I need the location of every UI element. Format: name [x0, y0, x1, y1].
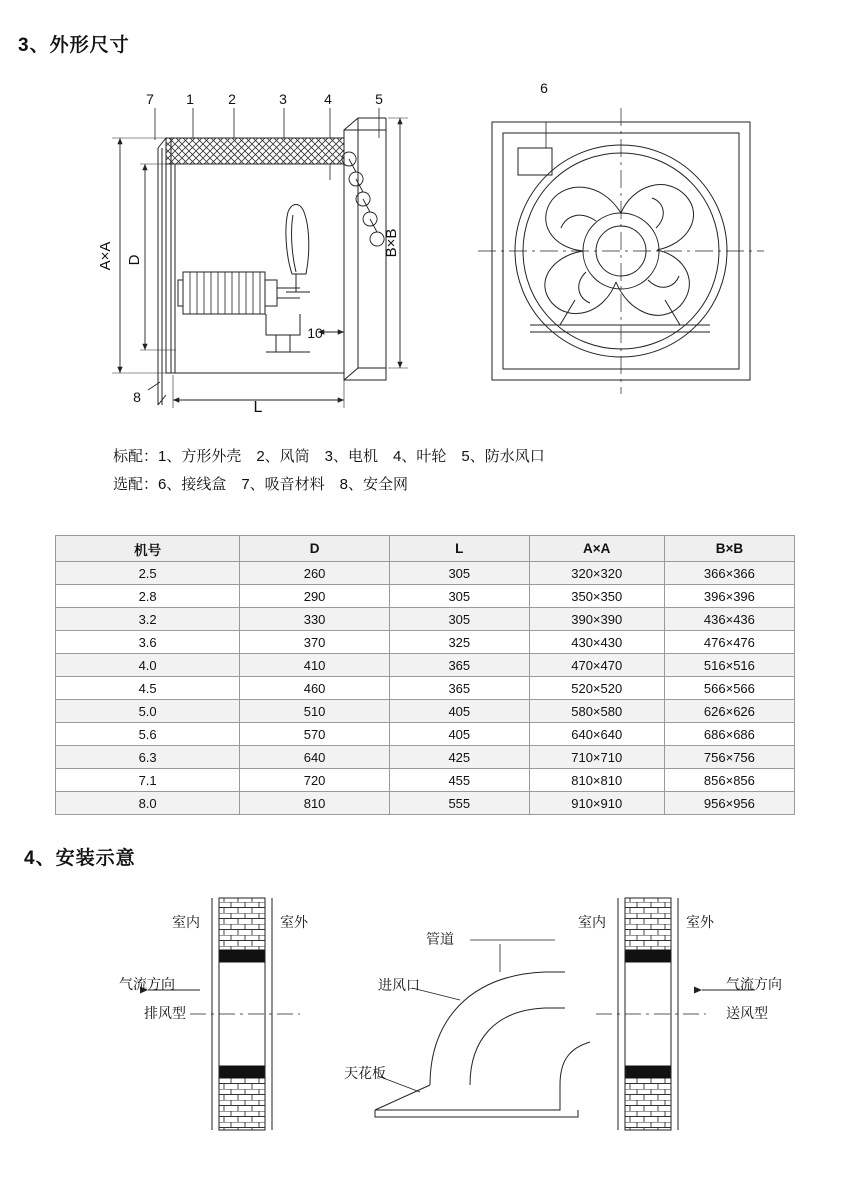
- table-row: [56, 769, 795, 792]
- table-header-cell: 机号: [56, 536, 240, 562]
- label-outdoor-right: 室外: [686, 914, 714, 930]
- table-cell: 260: [240, 562, 390, 585]
- table-cell: 720: [240, 769, 390, 792]
- table-cell: 405: [389, 723, 529, 746]
- callout-3: 3: [279, 91, 287, 107]
- table-cell: 510: [240, 700, 390, 723]
- dimension-drawing: [0, 60, 850, 420]
- callout-7: 7: [146, 91, 154, 107]
- table-row: [56, 792, 795, 815]
- dim-BB: B×B: [383, 228, 400, 258]
- table-cell: 5.0: [56, 700, 240, 723]
- label-type-supply: 送风型: [726, 1005, 768, 1021]
- table-cell: 516×516: [664, 654, 794, 677]
- table-cell: 390×390: [529, 608, 664, 631]
- table-row: [56, 562, 795, 585]
- table-cell: 810: [240, 792, 390, 815]
- dim-D: D: [126, 254, 143, 266]
- table-cell: 810×810: [529, 769, 664, 792]
- table-cell: 4.5: [56, 677, 240, 700]
- table-cell: 520×520: [529, 677, 664, 700]
- table-cell: 455: [389, 769, 529, 792]
- table-cell: 2.5: [56, 562, 240, 585]
- table-cell: 405: [389, 700, 529, 723]
- table-row: [56, 608, 795, 631]
- table-cell: 290: [240, 585, 390, 608]
- table-row: [56, 631, 795, 654]
- table-cell: 6.3: [56, 746, 240, 769]
- table-cell: 686×686: [664, 723, 794, 746]
- table-row: [56, 700, 795, 723]
- section-title-installation: 4、安装示意: [24, 848, 136, 869]
- table-cell: 566×566: [664, 677, 794, 700]
- table-header-cell: B×B: [664, 536, 794, 562]
- table-cell: 370: [240, 631, 390, 654]
- legend-standard: 标配：1、方形外壳 2、风筒 3、电机 4、叶轮 5、防水风口: [113, 448, 545, 465]
- section-title-dimensions: 3、外形尺寸: [18, 35, 130, 56]
- callout-5: 5: [375, 91, 383, 107]
- table-cell: 8.0: [56, 792, 240, 815]
- callout-6: 6: [540, 80, 548, 96]
- label-airflow-right: 气流方向: [726, 976, 782, 992]
- table-cell: 3.2: [56, 608, 240, 631]
- label-type-exhaust: 排风型: [144, 1005, 186, 1021]
- table-cell: 396×396: [664, 585, 794, 608]
- table-cell: 350×350: [529, 585, 664, 608]
- table-cell: 956×956: [664, 792, 794, 815]
- spec-table: [55, 535, 795, 815]
- dim-L: L: [253, 399, 263, 416]
- table-cell: 366×366: [664, 562, 794, 585]
- table-cell: 305: [389, 608, 529, 631]
- table-cell: 365: [389, 677, 529, 700]
- table-cell: 7.1: [56, 769, 240, 792]
- table-cell: 425: [389, 746, 529, 769]
- table-cell: 365: [389, 654, 529, 677]
- table-row: [56, 585, 795, 608]
- table-row: [56, 677, 795, 700]
- label-airflow-left: 气流方向: [119, 976, 175, 992]
- table-cell: 626×626: [664, 700, 794, 723]
- table-cell: 580×580: [529, 700, 664, 723]
- table-cell: 430×430: [529, 631, 664, 654]
- legend-block: [113, 443, 545, 499]
- label-air-inlet: 进风口: [378, 977, 420, 993]
- callout-2: 2: [228, 91, 236, 107]
- table-cell: 555: [389, 792, 529, 815]
- table-header-cell: A×A: [529, 536, 664, 562]
- table-cell: 4.0: [56, 654, 240, 677]
- table-cell: 710×710: [529, 746, 664, 769]
- table-cell: 305: [389, 585, 529, 608]
- table-cell: 910×910: [529, 792, 664, 815]
- table-row: [56, 654, 795, 677]
- table-cell: 5.6: [56, 723, 240, 746]
- installation-drawing: [0, 880, 850, 1160]
- table-cell: 3.6: [56, 631, 240, 654]
- table-cell: 325: [389, 631, 529, 654]
- label-outdoor-left: 室外: [280, 914, 308, 930]
- table-cell: 470×470: [529, 654, 664, 677]
- table-cell: 320×320: [529, 562, 664, 585]
- dim-AA: A×A: [97, 241, 114, 271]
- dim-10: 10: [307, 325, 323, 341]
- table-cell: 570: [240, 723, 390, 746]
- callout-1: 1: [186, 91, 194, 107]
- label-indoor-left: 室内: [172, 914, 200, 930]
- table-cell: 410: [240, 654, 390, 677]
- table-header-cell: D: [240, 536, 390, 562]
- table-cell: 756×756: [664, 746, 794, 769]
- label-ceiling: 天花板: [344, 1065, 386, 1081]
- legend-optional: 选配：6、接线盒 7、吸音材料 8、安全网: [113, 476, 409, 493]
- table-cell: 856×856: [664, 769, 794, 792]
- table-row: [56, 723, 795, 746]
- table-cell: 2.8: [56, 585, 240, 608]
- label-indoor-right: 室内: [578, 914, 606, 930]
- table-cell: 640×640: [529, 723, 664, 746]
- callout-4: 4: [324, 91, 332, 107]
- label-duct: 管道: [426, 931, 454, 947]
- table-header-cell: L: [389, 536, 529, 562]
- table-cell: 330: [240, 608, 390, 631]
- callout-8: 8: [133, 389, 141, 405]
- table-row: [56, 746, 795, 769]
- table-cell: 640: [240, 746, 390, 769]
- table-cell: 305: [389, 562, 529, 585]
- table-cell: 436×436: [664, 608, 794, 631]
- table-header-row: [56, 536, 795, 562]
- table-cell: 476×476: [664, 631, 794, 654]
- table-cell: 460: [240, 677, 390, 700]
